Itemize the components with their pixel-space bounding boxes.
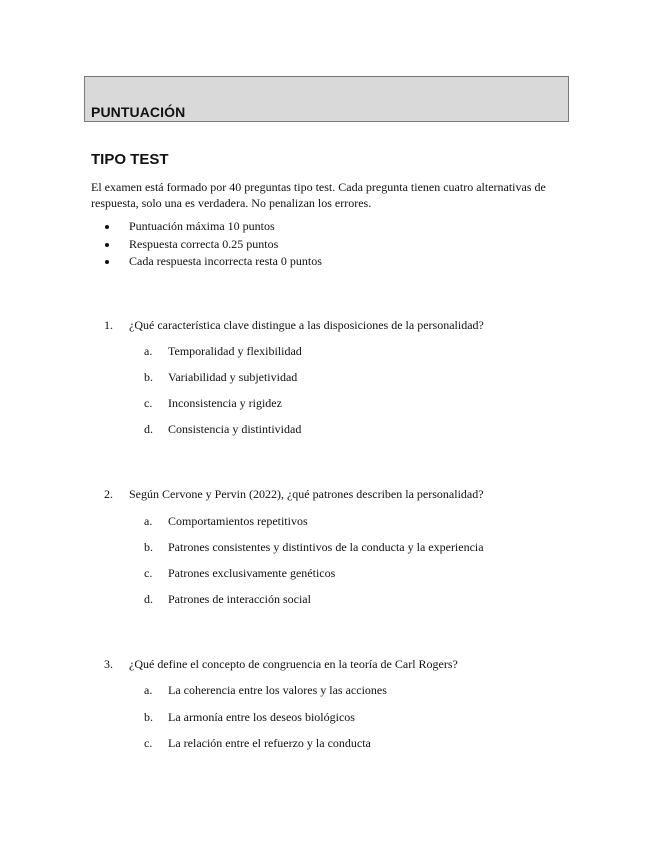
option-text: Comportamientos repetitivos — [168, 514, 308, 528]
answer-option — [0, 344, 655, 360]
option-letter: b. — [144, 540, 153, 554]
answer-option — [0, 514, 655, 530]
option-letter: a. — [144, 344, 153, 358]
option-text: Consistencia y distintividad — [168, 422, 302, 436]
option-letter: b. — [144, 370, 153, 384]
bullet-icon — [105, 260, 109, 264]
bullet-text: Cada respuesta incorrecta resta 0 puntos — [129, 254, 322, 268]
option-letter: b. — [144, 710, 153, 724]
option-text: La coherencia entre los valores y las acciones — [168, 683, 387, 697]
answer-option — [0, 566, 655, 582]
answer-option — [0, 540, 655, 556]
answer-option — [0, 370, 655, 386]
bullet-icon — [105, 225, 109, 229]
option-letter: c. — [144, 396, 153, 410]
bullet-text: Respuesta correcta 0.25 puntos — [129, 236, 279, 251]
option-text: La relación entre el refuerzo y la conducta — [168, 736, 371, 750]
question-number: 3. — [104, 657, 113, 671]
header-title: PUNTUACIÓN — [91, 104, 186, 120]
answer-option — [0, 736, 655, 752]
answer-option — [0, 422, 655, 438]
answer-option — [0, 683, 655, 699]
bullet-text: Puntuación máxima 10 puntos — [129, 219, 275, 233]
question-text: ¿Qué define el concepto de congruencia en la teoría de Carl Rogers? — [129, 657, 458, 671]
answer-option — [0, 592, 655, 608]
section-title: TIPO TEST — [91, 151, 169, 168]
question-number: 1. — [104, 318, 113, 332]
option-letter: d. — [144, 422, 153, 436]
option-letter: c. — [144, 566, 153, 580]
question-text: ¿Qué característica clave distingue a las disposiciones de la personalidad? — [129, 318, 484, 332]
answer-option — [0, 710, 655, 726]
option-text: Temporalidad y flexibilidad — [168, 344, 302, 358]
section-header-box — [84, 76, 569, 122]
option-letter: d. — [144, 592, 153, 606]
bullet-icon — [105, 243, 109, 247]
option-text: Patrones consistentes y distintivos de la conducta y la experiencia — [168, 540, 484, 554]
option-text: Variabilidad y subjetividad — [168, 370, 298, 384]
option-text: Patrones exclusivamente genéticos — [168, 566, 336, 580]
intro-paragraph: El examen está formado por 40 preguntas tipo test. Cada pregunta tienen cuatro alternativas de respuesta, solo una es verdadera. No penalizan los errores. — [91, 180, 546, 210]
option-letter: a. — [144, 683, 153, 697]
option-letter: a. — [144, 514, 153, 528]
option-text: La armonía entre los deseos biológicos — [168, 710, 355, 724]
question-text: Según Cervone y Pervin (2022), ¿qué patrones describen la personalidad? — [129, 487, 484, 501]
option-text: Inconsistencia y rigidez — [168, 396, 282, 410]
option-letter: c. — [144, 736, 153, 750]
answer-option — [0, 396, 655, 412]
option-text: Patrones de interacción social — [168, 592, 311, 606]
question-number: 2. — [104, 487, 113, 501]
